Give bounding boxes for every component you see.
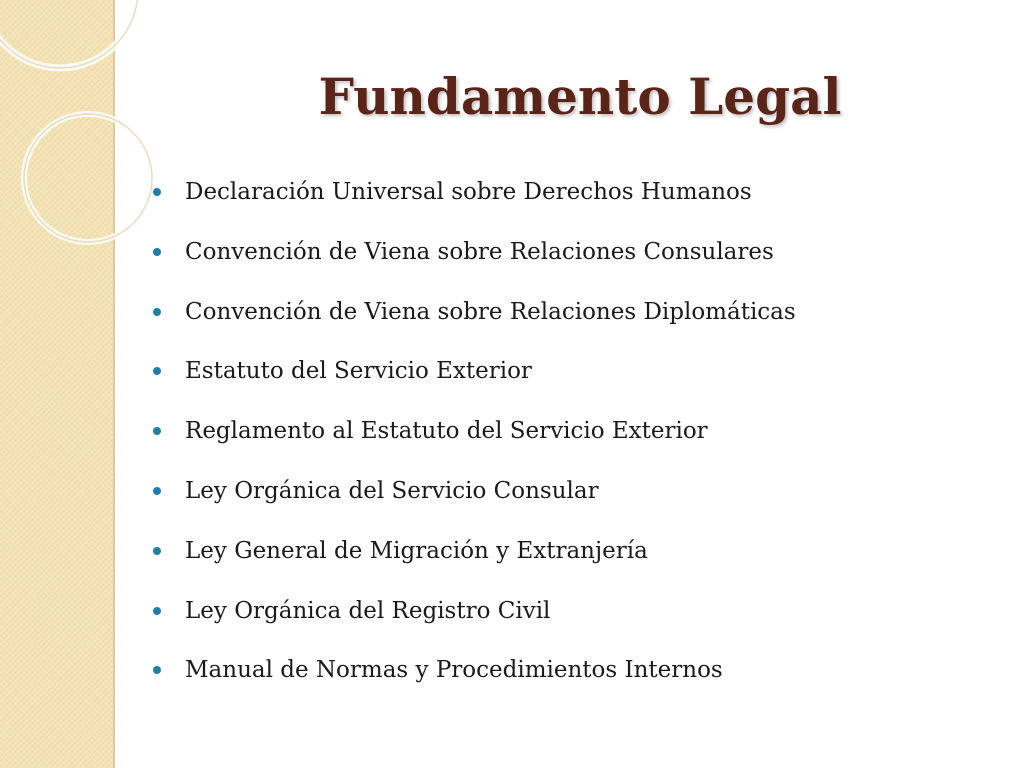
list-item bbox=[150, 411, 796, 471]
list-item-text: Declaración Universal sobre Derechos Humanos bbox=[185, 179, 752, 205]
list-item-text: Ley Orgánica del Servicio Consular bbox=[185, 477, 599, 504]
list-item bbox=[150, 531, 796, 591]
list-item bbox=[150, 172, 796, 232]
list-item-text: Convención de Viena sobre Relaciones Consulares bbox=[185, 238, 774, 265]
list-item bbox=[150, 591, 796, 651]
list-item bbox=[150, 351, 796, 411]
list-item-text: Manual de Normas y Procedimientos Internos bbox=[185, 657, 723, 684]
bullet-icon bbox=[153, 487, 161, 495]
list-item bbox=[150, 292, 796, 352]
bullet-icon bbox=[153, 308, 161, 316]
bullet-icon bbox=[153, 547, 161, 555]
list-item-text: Ley General de Migración y Extranjería bbox=[185, 537, 648, 564]
bullet-icon bbox=[153, 666, 161, 674]
list-item bbox=[150, 232, 796, 292]
bullet-list bbox=[150, 172, 796, 710]
list-item-text: Ley Orgánica del Registro Civil bbox=[185, 597, 551, 624]
bullet-icon bbox=[153, 427, 161, 435]
slide-title: Fundamento Legal bbox=[318, 67, 842, 126]
list-item bbox=[150, 471, 796, 531]
bullet-icon bbox=[153, 607, 161, 615]
list-item-text: Reglamento al Estatuto del Servicio Exterior bbox=[185, 418, 708, 445]
bullet-icon bbox=[153, 248, 161, 256]
list-item-text: Estatuto del Servicio Exterior bbox=[185, 358, 532, 385]
list-item-text: Convención de Viena sobre Relaciones Diplomáticas bbox=[185, 298, 796, 325]
list-item bbox=[150, 650, 796, 710]
bullet-icon bbox=[153, 188, 161, 196]
bullet-icon bbox=[153, 367, 161, 375]
